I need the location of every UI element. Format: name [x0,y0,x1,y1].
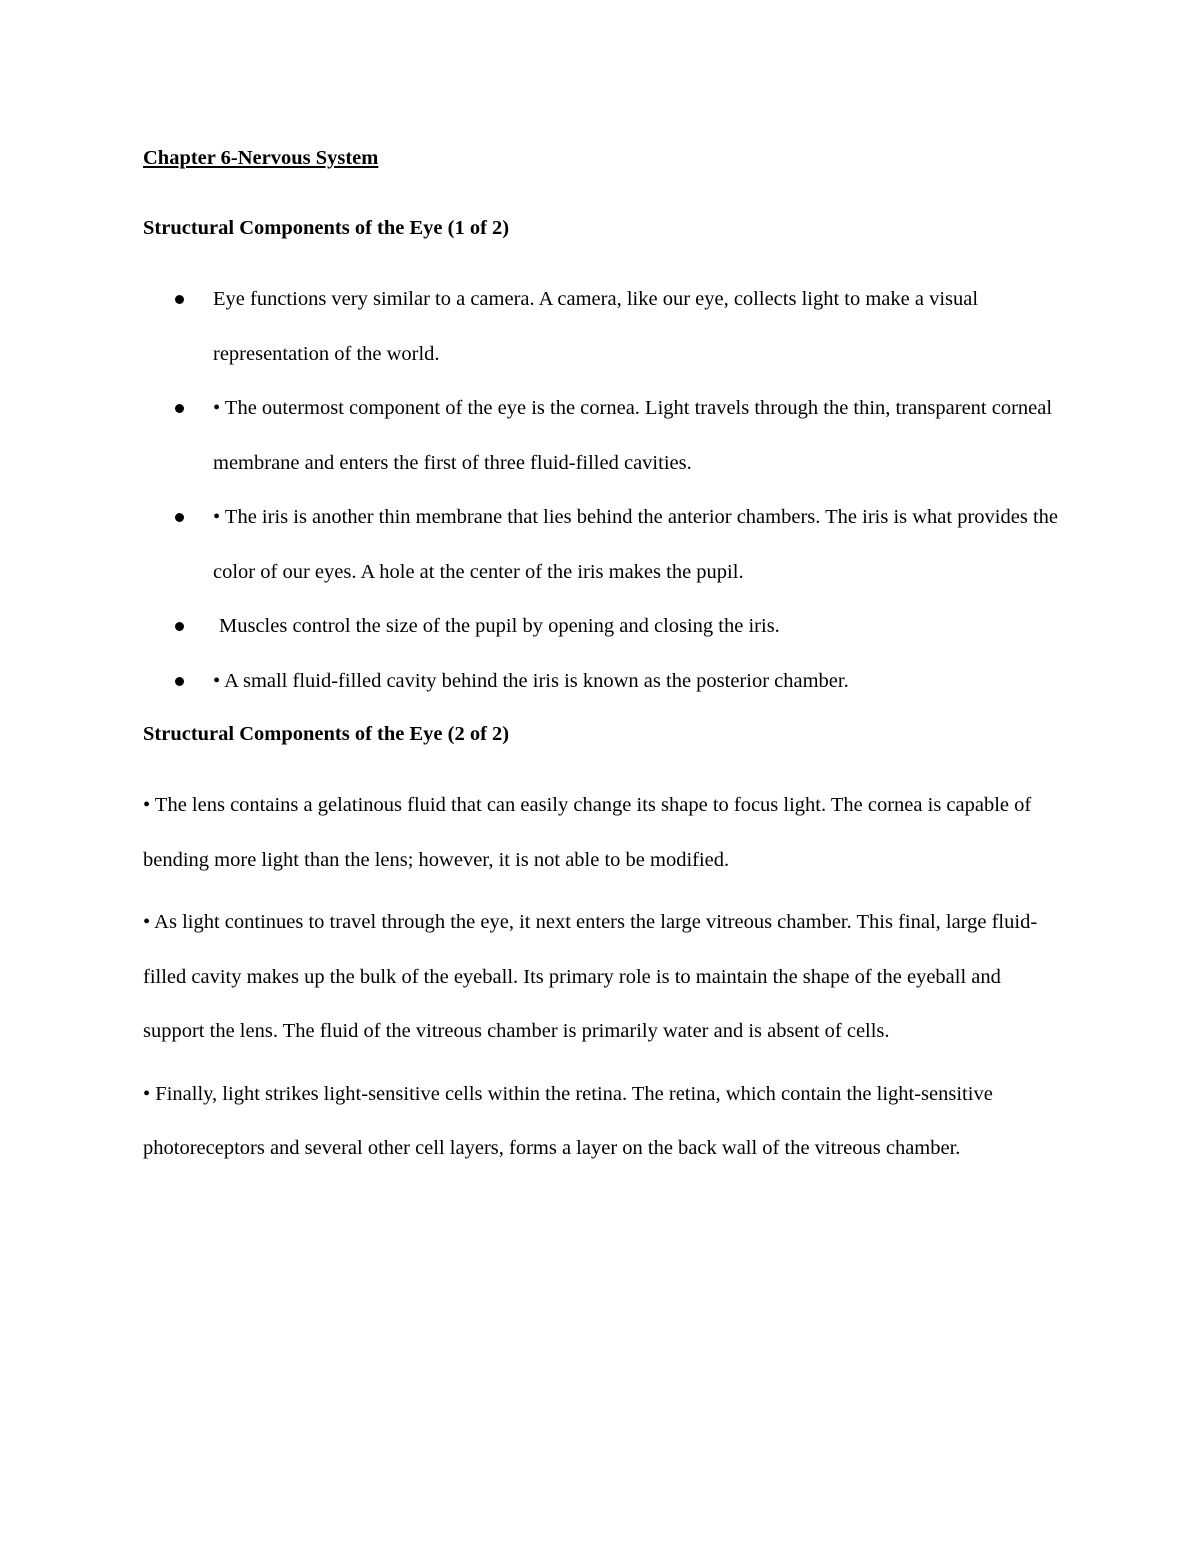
list-item [143,599,1063,654]
bullet-dot-icon [175,404,184,413]
list-item-text: Muscles control the size of the pupil by opening and closing the iris. [219,615,780,637]
paragraph: • Finally, light strikes light-sensitive cells within the retina. The retina, which contain the light-sensitive photoreceptors and several other cell layers, forms a layer on the back wall of the vitreous chamber. [143,1082,993,1159]
section-1-bullet-list [143,272,1063,708]
list-item-text: • The outermost component of the eye is the cornea. Light travels through the thin, transparent corneal membrane and enters the first of three fluid-filled cavities. [213,397,1053,474]
section-heading-1: Structural Components of the Eye (1 of 2) [143,217,510,239]
list-item [143,654,1063,709]
bullet-dot-icon [175,622,184,631]
list-item [143,272,1063,381]
list-item [143,490,1063,599]
section-heading-2: Structural Components of the Eye (2 of 2) [143,723,510,745]
bullet-dot-icon [175,295,184,304]
bullet-dot-icon [175,513,184,522]
paragraph: • As light continues to travel through the eye, it next enters the large vitreous chamber. This final, large fluid-filled cavity makes up the bulk of the eyeball. Its primary role is to maintain the shape of the eyeball and support the lens. The fluid of the vitreous chamber is primarily water and is absent of cells. [143,911,1038,1042]
list-item [143,381,1063,490]
document-body [143,140,1063,1176]
list-item-text: Eye functions very similar to a camera. A camera, like our eye, collects light to make a visual representation of the world. [213,288,979,365]
chapter-title: Chapter 6-Nervous System [143,147,379,169]
list-item-text: • The iris is another thin membrane that lies behind the anterior chambers. The iris is what provides the color of our eyes. A hole at the center of the iris makes the pupil. [213,506,1058,583]
paragraph: • The lens contains a gelatinous fluid that can easily change its shape to focus light. The cornea is capable of bending more light than the lens; however, it is not able to be modified. [143,794,1032,871]
bullet-dot-icon [175,677,184,686]
list-item-text: • A small fluid-filled cavity behind the iris is known as the posterior chamber. [213,669,849,692]
